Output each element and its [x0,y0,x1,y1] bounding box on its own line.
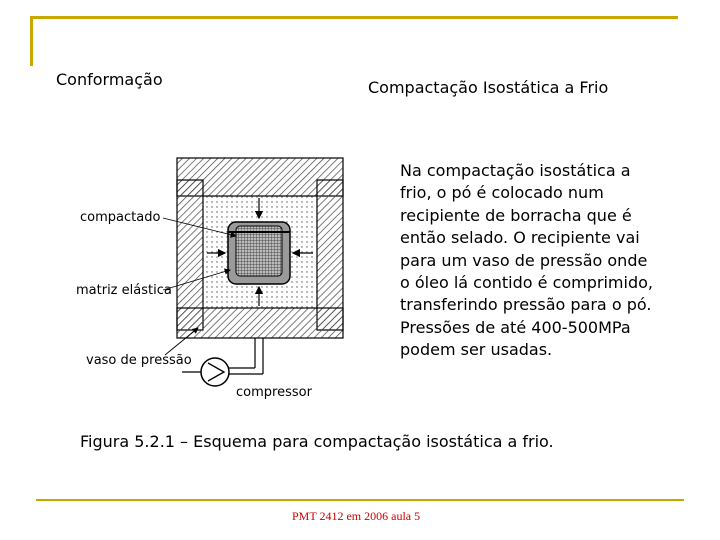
description-line: Na compactação isostática a [400,161,631,180]
description-line: Pressões de até 400-500MPa [400,317,631,337]
label-vaso-de-pressao: vaso de pressão [86,353,192,368]
description-line: podem ser usadas. [400,340,553,360]
section-heading: Conformação [56,70,163,89]
description-line: transferindo pressão para o pó. [400,295,652,315]
left-accent-line [30,16,33,66]
description-line: recipiente de borracha que é [400,205,632,225]
footer-text: PMT 2412 em 2006 aula 5 [292,509,421,523]
isostatic-press-diagram [70,150,380,410]
description-paragraph [400,160,700,362]
compact [236,226,282,276]
top-accent-line [30,16,678,19]
label-matriz-elastica: matriz elástica [76,283,172,298]
description-line: para um vaso de pressão onde [400,250,648,270]
description-line: então selado. O recipiente vai [400,228,640,248]
label-compactado: compactado [80,210,161,225]
figure-caption: Figura 5.2.1 – Esquema para compactação isostática a frio. [80,432,554,451]
label-compressor: compressor [236,385,312,400]
description-line: frio, o pó é colocado num [400,183,604,203]
vessel-bottom [177,308,343,338]
page-title: Compactação Isostática a Frio [368,78,609,97]
description-line: o óleo lá contido é comprimido, [400,273,653,293]
bottom-accent-line [36,499,684,501]
